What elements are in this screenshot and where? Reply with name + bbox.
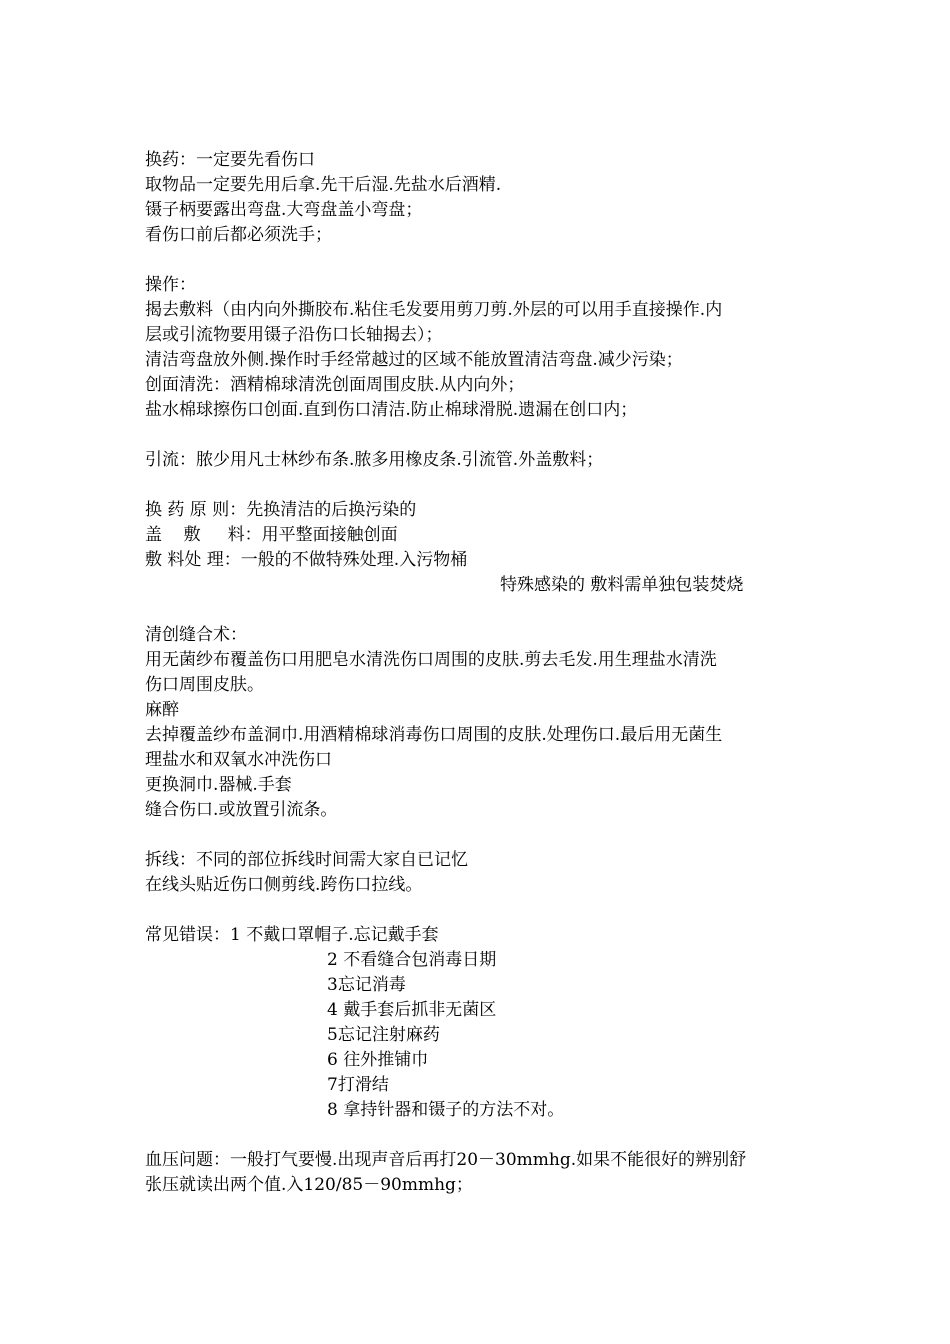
text-line: 看伤口前后都必须洗手； [145,225,332,245]
text-line: 拆线：不同的部位拆线时间需大家自已记忆 [145,850,468,870]
text-line: 麻醉 [145,700,179,720]
text-line: 去掉覆盖纱布盖洞巾.用酒精棉球消毒伤口周围的皮肤.处理伤口.最后用无菌生 [145,725,723,745]
text-line: 取物品一定要先用后拿.先干后湿.先盐水后酒精. [145,175,502,195]
document-body [145,148,835,1198]
list-item: 3忘记消毒 [327,975,406,995]
blank-line [145,598,835,623]
text-line: 镊子柄要露出弯盘.大弯盘盖小弯盘； [145,200,423,220]
text-line: 清洁弯盘放外侧.操作时手经常越过的区域不能放置清洁弯盘.减少污染； [145,350,683,370]
text-line: 缝合伤口.或放置引流条。 [145,800,338,820]
text-line: 盐水棉球擦伤口创面.直到伤口清洁.防止棉球滑脱.遗漏在创口内； [145,400,638,420]
text-line: 创面清洗：酒精棉球清洗创面周围皮肤.从内向外； [145,375,525,395]
list-item: 2 不看缝合包消毒日期 [327,950,497,970]
section-heading-debridement: 清创缝合术： [145,625,247,645]
list-item: 4 戴手套后抓非无菌区 [327,1000,497,1020]
text-line: 张压就读出两个值.入120/85－90mmhg； [145,1175,473,1195]
list-item: 7打滑结 [327,1075,389,1095]
text-line-principle: 敷 料处 理：一般的不做特殊处理.入污物桶 [145,550,468,570]
text-line: 更换洞巾.器械.手套 [145,775,292,795]
text-line: 换药：一定要先看伤口 [145,150,315,170]
text-line: 用无菌纱布覆盖伤口用肥皂水清洗伤口周围的皮肤.剪去毛发.用生理盐水清洗 [145,650,717,670]
text-line-principle: 换 药 原 则：先换清洁的后换污染的 [145,500,417,520]
list-item: 6 往外推铺巾 [327,1050,429,1070]
blank-line [145,823,835,848]
blank-line [145,1123,835,1148]
list-item: 8 拿持针器和镊子的方法不对。 [327,1100,565,1120]
blank-line [145,898,835,923]
text-line: 理盐水和双氧水冲洗伤口 [145,750,332,770]
blank-line [145,248,835,273]
text-line: 伤口周围皮肤。 [145,675,264,695]
blank-line [145,423,835,448]
text-line: 揭去敷料（由内向外撕胶布.粘住毛发要用剪刀剪.外层的可以用手直接操作.内 [145,300,723,320]
text-line: 在线头贴近伤口侧剪线.跨伤口拉线。 [145,875,423,895]
text-line-principle: 盖 敷 料：用平整面接触创面 [145,525,398,545]
blank-line [145,473,835,498]
section-heading-operation: 操作： [145,275,196,295]
list-item: 5忘记注射麻药 [327,1025,440,1045]
text-line: 血压问题：一般打气要慢.出现声音后再打20－30mmhg.如果不能很好的辨别舒 [145,1150,747,1170]
text-line-drainage: 引流：脓少用凡士林纱布条.脓多用橡皮条.引流管.外盖敷料； [145,450,604,470]
text-line: 层或引流物要用镊子沿伤口长轴揭去）； [145,325,443,345]
list-heading-errors: 常见错误：1 不戴口罩帽子.忘记戴手套 [145,925,439,945]
text-line-principle-indent: 特殊感染的 敷料需单独包装焚烧 [500,575,744,595]
